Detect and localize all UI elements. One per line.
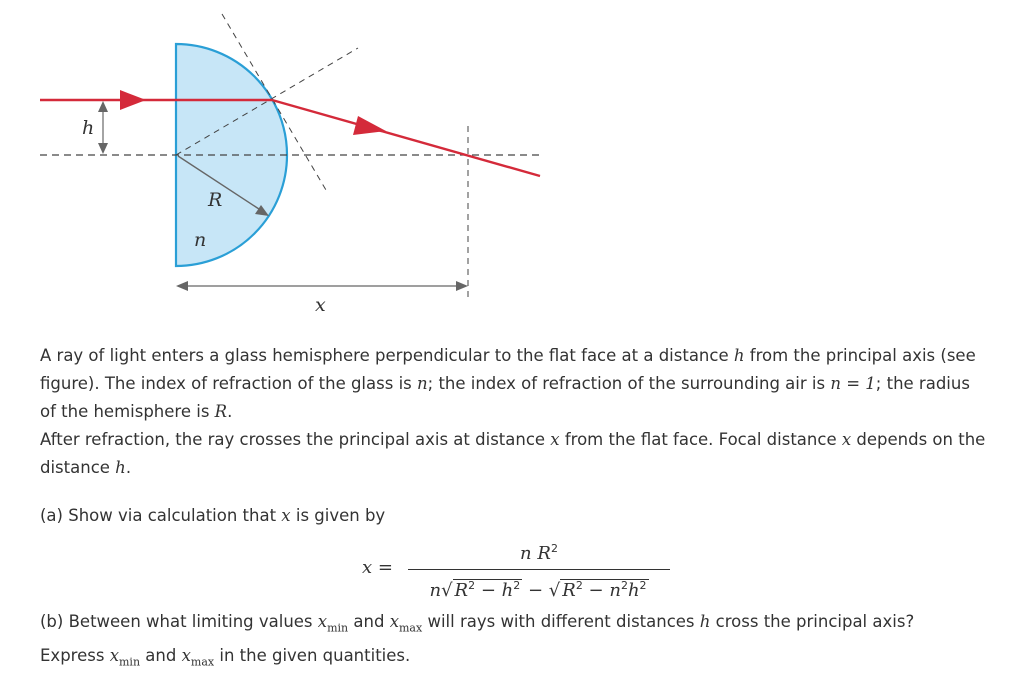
formula-denominator: n√ $R^2 - h^2$ − √ $R^2 - n^2h^2$ (429, 579, 647, 601)
hemisphere-figure (0, 0, 560, 330)
label-h: h (82, 117, 95, 139)
problem-text (40, 342, 990, 677)
x-arrow-left (176, 281, 188, 291)
label-n: n (194, 229, 207, 251)
problem-paragraph-2: After refraction, the ray crosses the principal axis at distance x from the flat face. Focal distance x depends on the distance h. (40, 430, 986, 477)
part-a-prompt: (a) Show via calculation that x is given by (40, 506, 386, 525)
x-arrow-right (456, 281, 468, 291)
h-arrow-bottom (98, 143, 108, 154)
label-R: R (208, 189, 223, 211)
label-x: x (315, 294, 326, 316)
refracted-ray (272, 100, 540, 176)
h-arrow-top (98, 101, 108, 112)
problem-paragraph-1: A ray of light enters a glass hemisphere perpendicular to the flat face at a distance h from the principal axis (see figure). The index of refraction of the glass is n; the index of refraction of the surrounding air is n = 1; the radius of the hemisphere is R. (40, 346, 976, 421)
formula-fraction (408, 536, 670, 604)
formula-lhs: x = (362, 557, 393, 578)
incident-ray-arrow (120, 90, 146, 110)
focal-distance-formula (40, 536, 990, 600)
formula-numerator: n $R^2$ (520, 542, 558, 564)
part-b-prompt: (b) Between what limiting values $x_{min}$ and $x_{max}$ will rays with different distances h cross the principal axis? Express $x_{min}$ and $x_{max}$ in the given quantities. (40, 612, 915, 669)
